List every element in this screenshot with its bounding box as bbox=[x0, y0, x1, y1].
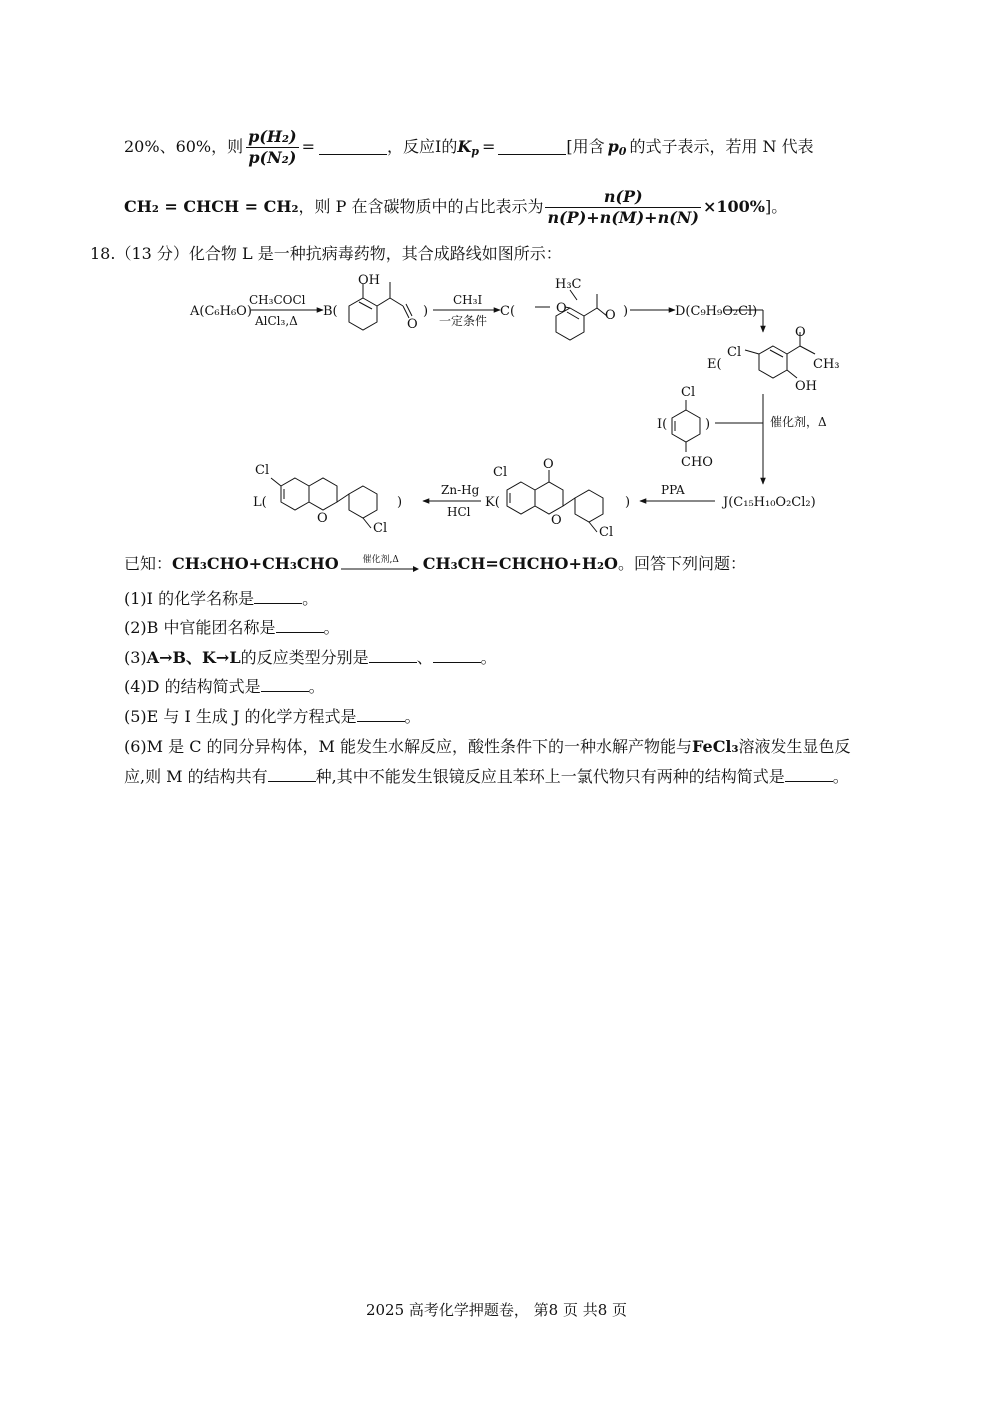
question-item-6-line-2: 应,则 M 的结构共有 种,其中不能发生银镜反应且苯环上一氯代物只有两种的结构简式是 。 bbox=[124, 767, 849, 786]
k-o-carbonyl: O bbox=[543, 457, 554, 472]
b-close: ) bbox=[423, 304, 429, 319]
continued-line-2 bbox=[124, 182, 787, 232]
continued-line-1 bbox=[124, 122, 814, 172]
answer-blank-5 bbox=[357, 707, 405, 722]
percent-factor: ×100% bbox=[702, 197, 765, 216]
line1-start: 20%、60%，则 bbox=[124, 137, 244, 156]
ratio-numerator: p(H₂) bbox=[248, 126, 297, 146]
reaction-pair: A→B、K→L bbox=[146, 648, 241, 667]
known-label: 已知： bbox=[124, 554, 173, 573]
condition-ab-bottom: AlCl₃,Δ bbox=[255, 314, 298, 328]
question-item-3: (3)A→B、K→L的反应类型分别是 、 。 bbox=[124, 648, 497, 667]
line2-mid: ，则 P 在含碳物质中的占比表示为 bbox=[298, 197, 544, 216]
compound-d-label: D(C₉H₉O₂Cl) bbox=[675, 304, 758, 319]
condition-kl-bottom: HCl bbox=[447, 505, 471, 519]
known-condition: 催化剂,Δ bbox=[362, 555, 399, 565]
condition-bc-bottom: 一定条件 bbox=[439, 314, 488, 328]
answer-blank-3a bbox=[369, 648, 417, 663]
question-item-2: (2)B 中官能团名称是 。 bbox=[124, 618, 340, 637]
proportion-denominator: n(P)+n(M)+n(N) bbox=[547, 207, 699, 227]
compound-k-label: K( bbox=[485, 495, 500, 510]
condition-bc-top: CH₃I bbox=[453, 293, 483, 307]
line1-mid: ，反应Ⅰ的 bbox=[387, 137, 458, 156]
butadiene-formula: CH₂ = CHCH = CH₂ bbox=[124, 197, 299, 216]
b-o: O bbox=[407, 317, 418, 332]
l-o-ring: O bbox=[317, 511, 328, 526]
answer-blank-4 bbox=[261, 677, 309, 692]
compound-l-label: L( bbox=[253, 495, 267, 510]
question-item-4: (4)D 的结构简式是 。 bbox=[124, 677, 325, 696]
proportion-fraction bbox=[545, 187, 701, 228]
i-close: ) bbox=[705, 417, 711, 432]
ratio-denominator: p(N₂) bbox=[246, 147, 298, 168]
compound-c-label: C( bbox=[500, 304, 516, 319]
line1-mid2: = bbox=[481, 137, 496, 156]
l-cl2: Cl bbox=[373, 521, 388, 536]
c-ch3o: O bbox=[556, 301, 567, 316]
proportion-numerator: n(P) bbox=[603, 186, 643, 206]
i-cho: CHO bbox=[681, 455, 713, 470]
k-o-ring: O bbox=[551, 513, 562, 528]
c-close: ) bbox=[623, 304, 629, 319]
question-item-6-line-1: (6)M 是 C 的同分异构体，M 能发生水解反应，酸性条件下的一种水解产物能与FeCl₃溶液发生显色反 bbox=[124, 737, 851, 756]
k-cl2: Cl bbox=[599, 525, 614, 540]
known-right: CH₃CH=CHCHO+H₂O bbox=[422, 554, 618, 573]
equals-sign: = bbox=[301, 137, 315, 156]
condition-eij: 催化剂，Δ bbox=[770, 415, 827, 429]
fecl3-formula: FeCl₃ bbox=[692, 737, 739, 756]
e-oh: OH bbox=[795, 379, 817, 394]
answer-blank-ratio bbox=[319, 140, 387, 155]
e-ch3: CH₃ bbox=[813, 357, 840, 372]
condition-kl-top: Zn-Hg bbox=[441, 483, 480, 497]
answer-blank-2 bbox=[276, 618, 324, 633]
answer-blank-1 bbox=[254, 589, 302, 604]
compound-b-structure bbox=[349, 282, 412, 330]
compound-j-label: J(C₁₅H₁₀O₂Cl₂) bbox=[723, 495, 816, 510]
known-left: CH₃CHO+CH₃CHO bbox=[172, 554, 339, 573]
compound-i-label: I( bbox=[657, 417, 668, 432]
k-close: ) bbox=[625, 495, 631, 510]
compound-e-label: E( bbox=[707, 357, 722, 372]
answer-blank-3b bbox=[433, 648, 481, 663]
k-cl: Cl bbox=[493, 465, 508, 480]
c-o: O bbox=[605, 308, 616, 323]
line2-end: ]。 bbox=[764, 197, 788, 216]
answer-blank-6b bbox=[785, 767, 833, 782]
line1-end-a: [用含 bbox=[566, 137, 605, 156]
compound-a-label: A(C₆H₆O) bbox=[190, 304, 252, 319]
c-h3c: H₃C bbox=[555, 277, 582, 292]
b-oh: OH bbox=[358, 273, 380, 288]
synthesis-scheme bbox=[175, 270, 855, 545]
question-header: 18.（13 分）化合物 L 是一种抗病毒药物，其合成路线如图所示： bbox=[90, 244, 562, 263]
known-arrow-line bbox=[341, 565, 421, 573]
line1-end-b: 的式子表示，若用 N 代表 bbox=[629, 137, 814, 156]
l-cl: Cl bbox=[255, 463, 270, 478]
condition-jk: PPA bbox=[661, 483, 685, 497]
condition-ab-top: CH₃COCl bbox=[249, 293, 306, 307]
known-tail: 。回答下列问题： bbox=[617, 554, 746, 573]
p0-symbol: $p_0$ bbox=[607, 137, 627, 158]
i-cl: Cl bbox=[681, 385, 696, 400]
e-cl: Cl bbox=[727, 345, 742, 360]
page-footer: 2025 高考化学押题卷， 第8 页 共8 页 bbox=[365, 1301, 628, 1319]
kp-symbol: $K_p$ bbox=[457, 137, 479, 158]
compound-b-label: B( bbox=[323, 304, 338, 319]
ratio-fraction bbox=[246, 127, 298, 168]
answer-blank-kp bbox=[498, 140, 566, 155]
compound-c-structure bbox=[535, 290, 607, 340]
l-close: ) bbox=[397, 495, 403, 510]
question-item-1: (1)I 的化学名称是 。 bbox=[124, 589, 319, 608]
known-arrow bbox=[341, 555, 421, 573]
e-o: O bbox=[795, 325, 806, 340]
answer-blank-6a bbox=[268, 767, 316, 782]
compound-i-structure bbox=[672, 400, 700, 452]
question-item-5: (5)E 与 I 生成 J 的化学方程式是 。 bbox=[124, 707, 421, 726]
known-reaction-line bbox=[124, 554, 746, 574]
